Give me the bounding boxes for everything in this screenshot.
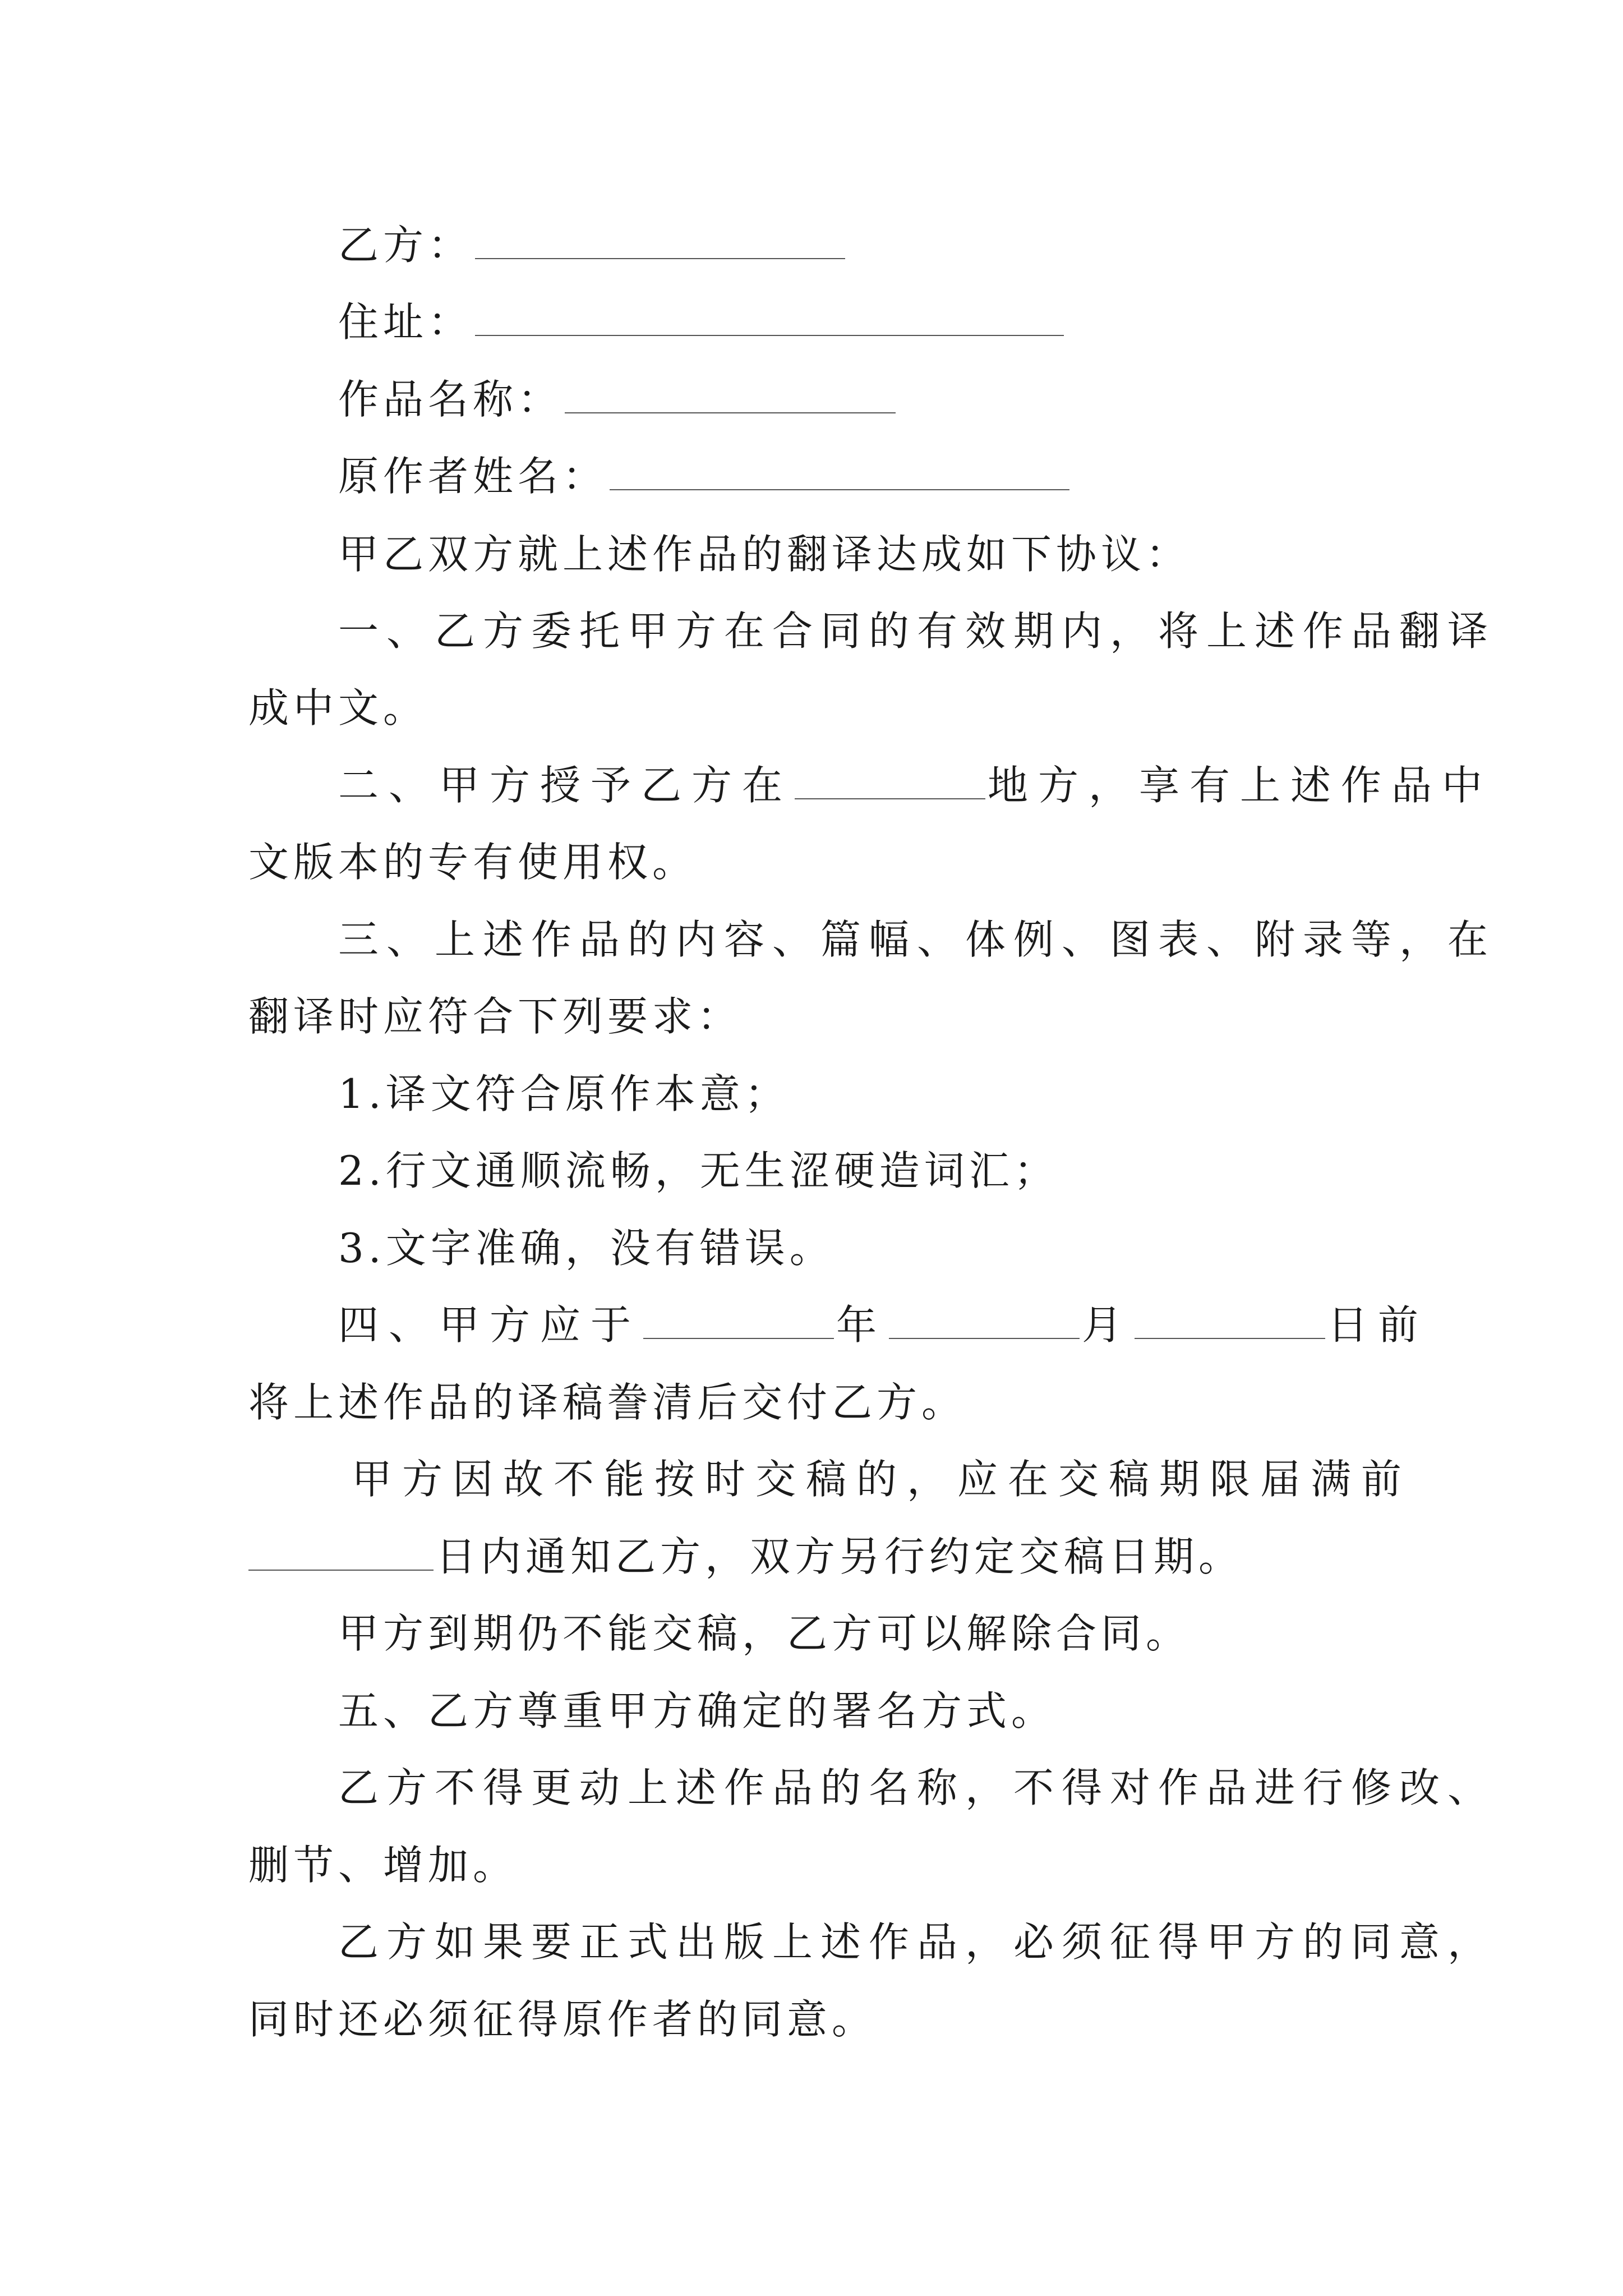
original-author-line (338, 449, 1482, 503)
party-b-label: 乙方： (338, 222, 473, 269)
address-blank (475, 300, 1064, 336)
month-blank (889, 1303, 1080, 1339)
year-label: 年 (836, 1301, 887, 1349)
year-blank (643, 1303, 834, 1339)
party-b-line (338, 218, 1482, 272)
requirement-2: 2.行文通顺流畅，无生涩硬造词汇； (338, 1147, 1059, 1194)
address-line (338, 295, 1482, 349)
publish-line-1: 乙方如果要正式出版上述作品，必须征得甲方的同意， (338, 1918, 1496, 1966)
notice-days-blank (248, 1535, 434, 1571)
clause-1-line-1: 一、乙方委托甲方在合同的有效期内，将上述作品翻译 (338, 608, 1496, 655)
clause-5: 五、乙方尊重甲方确定的署名方式。 (338, 1687, 1057, 1734)
original-author-label: 原作者姓名： (338, 453, 608, 500)
clause-2-line-1 (338, 758, 1493, 812)
publish-line-2: 同时还必须征得原作者的同意。 (248, 1996, 877, 2043)
no-change-line-2: 删节、增加。 (248, 1842, 518, 1889)
clause-2-part-1: 二、甲方授予乙方在 (338, 762, 793, 809)
party-b-blank (475, 223, 845, 259)
clause-2-part-2: 地方，享有上述作品中 (988, 762, 1493, 809)
clause-4-part-1: 四、甲方应于 (338, 1301, 642, 1349)
day-label: 日前 (1327, 1301, 1429, 1349)
no-change-line-1: 乙方不得更动上述作品的名称，不得对作品进行修改、 (338, 1764, 1496, 1811)
clause-2-place-blank (795, 763, 985, 799)
intro-paragraph: 甲乙双方就上述作品的翻译达成如下协议： (338, 531, 1191, 578)
month-label: 月 (1082, 1301, 1133, 1349)
work-title-line (338, 372, 1482, 426)
requirement-3: 3.文字准确，没有错误。 (338, 1225, 834, 1272)
delay-line-2-text: 日内通知乙方，双方另行约定交稿日期。 (436, 1533, 1244, 1580)
requirement-1: 1.译文符合原作本意； (338, 1070, 790, 1117)
work-title-label: 作品名称： (338, 376, 563, 423)
clause-4-line-1 (338, 1298, 1482, 1352)
terminate-paragraph: 甲方到期仍不能交稿，乙方可以解除合同。 (338, 1610, 1191, 1657)
address-label: 住址： (338, 298, 473, 346)
clause-3-line-2: 翻译时应符合下列要求： (248, 993, 743, 1040)
delay-line-1: 甲方因故不能按时交稿的，应在交稿期限届满前 (352, 1456, 1412, 1503)
original-author-blank (610, 454, 1069, 490)
clause-1-line-2: 成中文。 (248, 684, 428, 731)
work-title-blank (565, 378, 896, 413)
delay-line-2 (248, 1530, 1393, 1584)
clause-2-line-2: 文版本的专有使用权。 (248, 839, 698, 886)
clause-3-line-1: 三、上述作品的内容、篇幅、体例、图表、附录等，在 (338, 916, 1496, 963)
day-blank (1135, 1303, 1325, 1339)
clause-4-line-2: 将上述作品的译稿誊清后交付乙方。 (248, 1379, 967, 1426)
